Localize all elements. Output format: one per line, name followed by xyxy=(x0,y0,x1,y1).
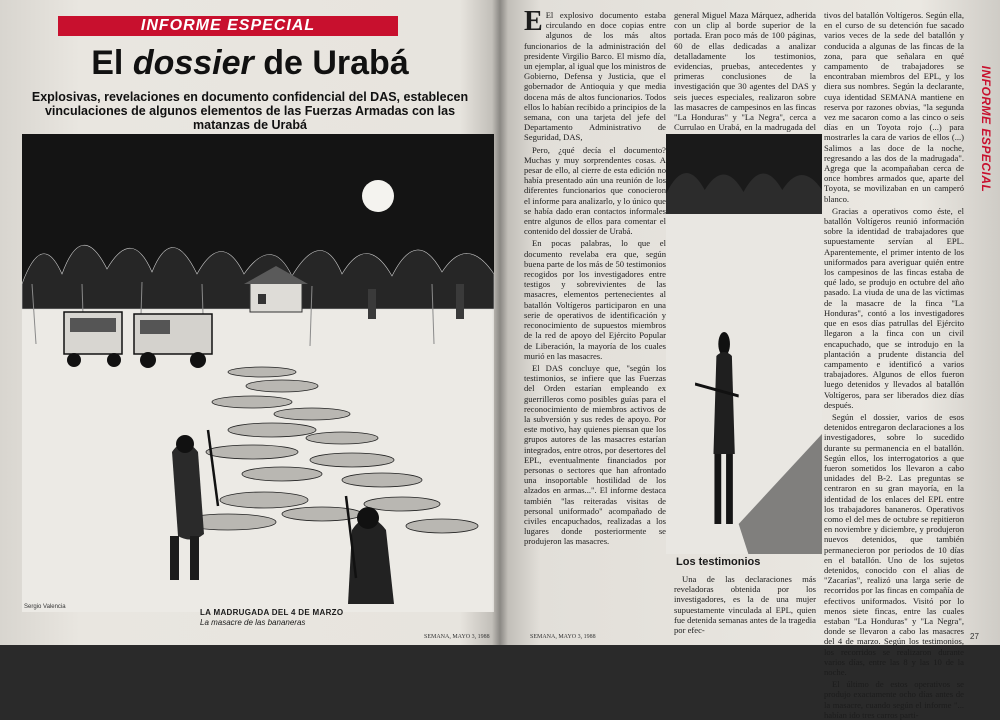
paragraph: general Miguel Maza Márquez, adherida con un clip al borde superior de la portada. Eran poco más de 100 páginas, 60 de ellas dedicadas a analizar detalladamente los testimonios, evidencias, pruebas, antecedentes y primeras conclusiones de la investigación que 30 agentes del DAS y seis jueces especiales, realizaron sobre las masacres de campesinos en las fincas "La Honduras" y "La Negra", cerca a Currulao en Urabá, en la madrugada del xyxy=(674,10,816,133)
text-column-3 xyxy=(824,10,964,720)
left-page xyxy=(0,0,500,645)
paragraph: Según el dossier, varios de esos detenidos entregaron declaraciones a los investigadores, sobre lo sucedido durante su permanencia en el batallón. Según ellos, los interrogatorios a que fueron sometidos los llevaron a cabo unidades del B-2. Las preguntas se centraron en su gran mayoría, en la identidad de los enlaces del EPL entre los trabajadores bananeros. Operativos como el del mes de octubre se repitieron en noviembre y diciembre, y produjeron nuevos detenidos, que también permanecieron por periodos de 10 días en el batallón. Uno de los sujetos detenidos, conocido con el alias de "Zacarías", realizó una larga serie de recorridos por las fincas en compañía de efectivos uniformados. Visitó por lo menos siete fincas, entre las cuales estaban "La Honduras" y "La Negra", donde se llevaron a cabo las masacres del 4 de marzo. Según los testimonios, los recorridos se realizaron durante varios días, entre las 8 y las 10 de la noche. xyxy=(824,411,964,677)
headline-part-c: de Urabá xyxy=(253,44,409,82)
caption-title: LA MADRUGADA DEL 4 DE MARZO xyxy=(200,608,344,617)
article-headline xyxy=(30,44,470,83)
paragraph: tivos del batallón Voltígeros. Según ella, en el curso de su detención fue sacado varios veces de la sede del batallón y conducida a algunas de las fincas de la zona, para que señalara en qué campamento de trabajadores se encontraban miembros del EPL, y los diera sus nombres. Según la declarante, cuya identidad SEMANA mantiene en reserva por razones obvias, "la segunda vez me sacaron como a las cinco o seis días en un Toyota rojo (...) para mostrarles la cara de varios de ellos (...) Salimos a las doce de la noche, regresando a las dos de la madrugada". Agrega que la acompañaban cerca de once hombres armados que, aparte del Toyota, se movilizaban en un camperó blanco. xyxy=(824,10,964,204)
drop-cap: E xyxy=(524,6,543,37)
paragraph: El DAS concluye que, "según los testimonios, se infiere que las Fuerzas del Orden estarían empleando ex guerrilleros como posibles guías para el reconocimiento de miembros activos de la subversión y sus redes de apoyo. Por este motivo, hay quienes piensan que los grupos autores de las masacres estarían integrados, entre otros, por desertores del EPL, eventualmente financiados por personas o sectores que han afrontado una insoportable hostilidad de los alzados en armas...". El informe destaca también "las reiteradas visitas de personal uniformado" acompañado de civiles encapuchados, realizadas a los lugares donde posteriormente se produjeron las masacres. xyxy=(524,362,666,547)
paragraph: Gracias a operativos como éste, el batallón Voltígeros reunió información sobre la identidad de trabajadores que supuestamente servían al EPL. Aparentemente, el primer intento de los uniformados para averiguar quién entre los campesinos de las fincas estaba de qué lado, se produjo en octubre del año pasado. La viuda de una de las víctimas de la masacre de la finca "La Honduras", contó a los investigadores que en esos días patrullas del Ejército llegaron a la finca con un civil encapuchado, que se introdujo en la plantación a prudente distancia del campamento e identificó a varios trabajadores. Algunos de ellos fueron luego detenidos y llevados al batallón Voltígeros, para ser liberados diez días después. xyxy=(824,205,964,410)
section-subhead: Los testimonios xyxy=(676,556,761,568)
article-deck: Explosivas, revelaciones en documento confidencial del DAS, establecen vinculaciones de algunos elementos de las Fuerzas Armadas con las matanzas de Urabá xyxy=(31,90,469,132)
text-column-2-bottom xyxy=(674,574,816,638)
paragraph: Una de las declaraciones más reveladoras obtenida por los investigadores, es la de una mujer supuestamente vinculada al EPL, quien fue detenida semanas antes de la tragedia por efec- xyxy=(674,574,816,636)
headline-part-a: El xyxy=(91,44,133,82)
right-page xyxy=(500,0,1000,720)
paragraph xyxy=(524,6,666,143)
spine-gutter xyxy=(492,0,508,645)
caption-subtitle: La masacre de las bananeras xyxy=(200,618,306,627)
paragraph: En pocas palabras, lo que el documento revelaba era que, según buena parte de los más de 50 testimonios recogidos por los investigadores entre testigos y sobrevivientes de las masacres, elementos pertenecientes al batallón Voltígeros participaron en una serie de operativos de identificación y reconocimiento de supuestos miembros de la red de apoyo del Ejército Popular de Liberación, la mayoría de los cuales murió en las masacres. xyxy=(524,238,666,361)
side-label-text: INFORME ESPECIAL xyxy=(979,65,993,193)
text-column-2-top xyxy=(674,10,816,133)
folio-left: SEMANA, MAYO 3, 1988 xyxy=(424,634,490,640)
massacre-illustration xyxy=(22,134,494,612)
page-number: 27 xyxy=(970,632,979,641)
headline-part-b: dossier xyxy=(132,44,254,82)
text-column-1 xyxy=(524,6,666,547)
soldiers-illustration xyxy=(666,134,822,554)
illustrator-credit: Sergio Valencia xyxy=(24,604,66,610)
section-banner: INFORME ESPECIAL xyxy=(58,16,398,36)
folio-right: SEMANA, MAYO 3, 1988 xyxy=(530,634,596,640)
side-section-label xyxy=(976,32,996,232)
paragraph-text: El explosivo documento estaba circulando en doce copias entre algunos de los más altos funcionarios de la administración del presidente Virgilio Barco. El mismo día, un ejemplar, al igual que los ministros de Gobierno, Defensa y Justicia, que el gobernador de Antioquia y que media docena más de altos funcionarios. Todos ellos lo habían recibido a principios de la semana, con una tarjeta del jefe del Departamento Administrativo de Seguridad, DAS, xyxy=(524,10,666,143)
paragraph: Pero, ¿qué decía el documento? Muchas y muy sorprendentes cosas. A pesar de ello, al cierre de esta edición no había presentado aún una reunión de los diferentes funcionarios que conocieron el informe para analizarlo, y lo único que se había dado eran contactos informales entre algunos de ellos para comentar el contenido del dossier de Urabá. xyxy=(524,144,666,237)
paragraph: El último de estos operativos se produjo exactamente ocho días antes de la masacre, cuando según el informe "... habían ido tres carros parti- xyxy=(824,679,964,720)
